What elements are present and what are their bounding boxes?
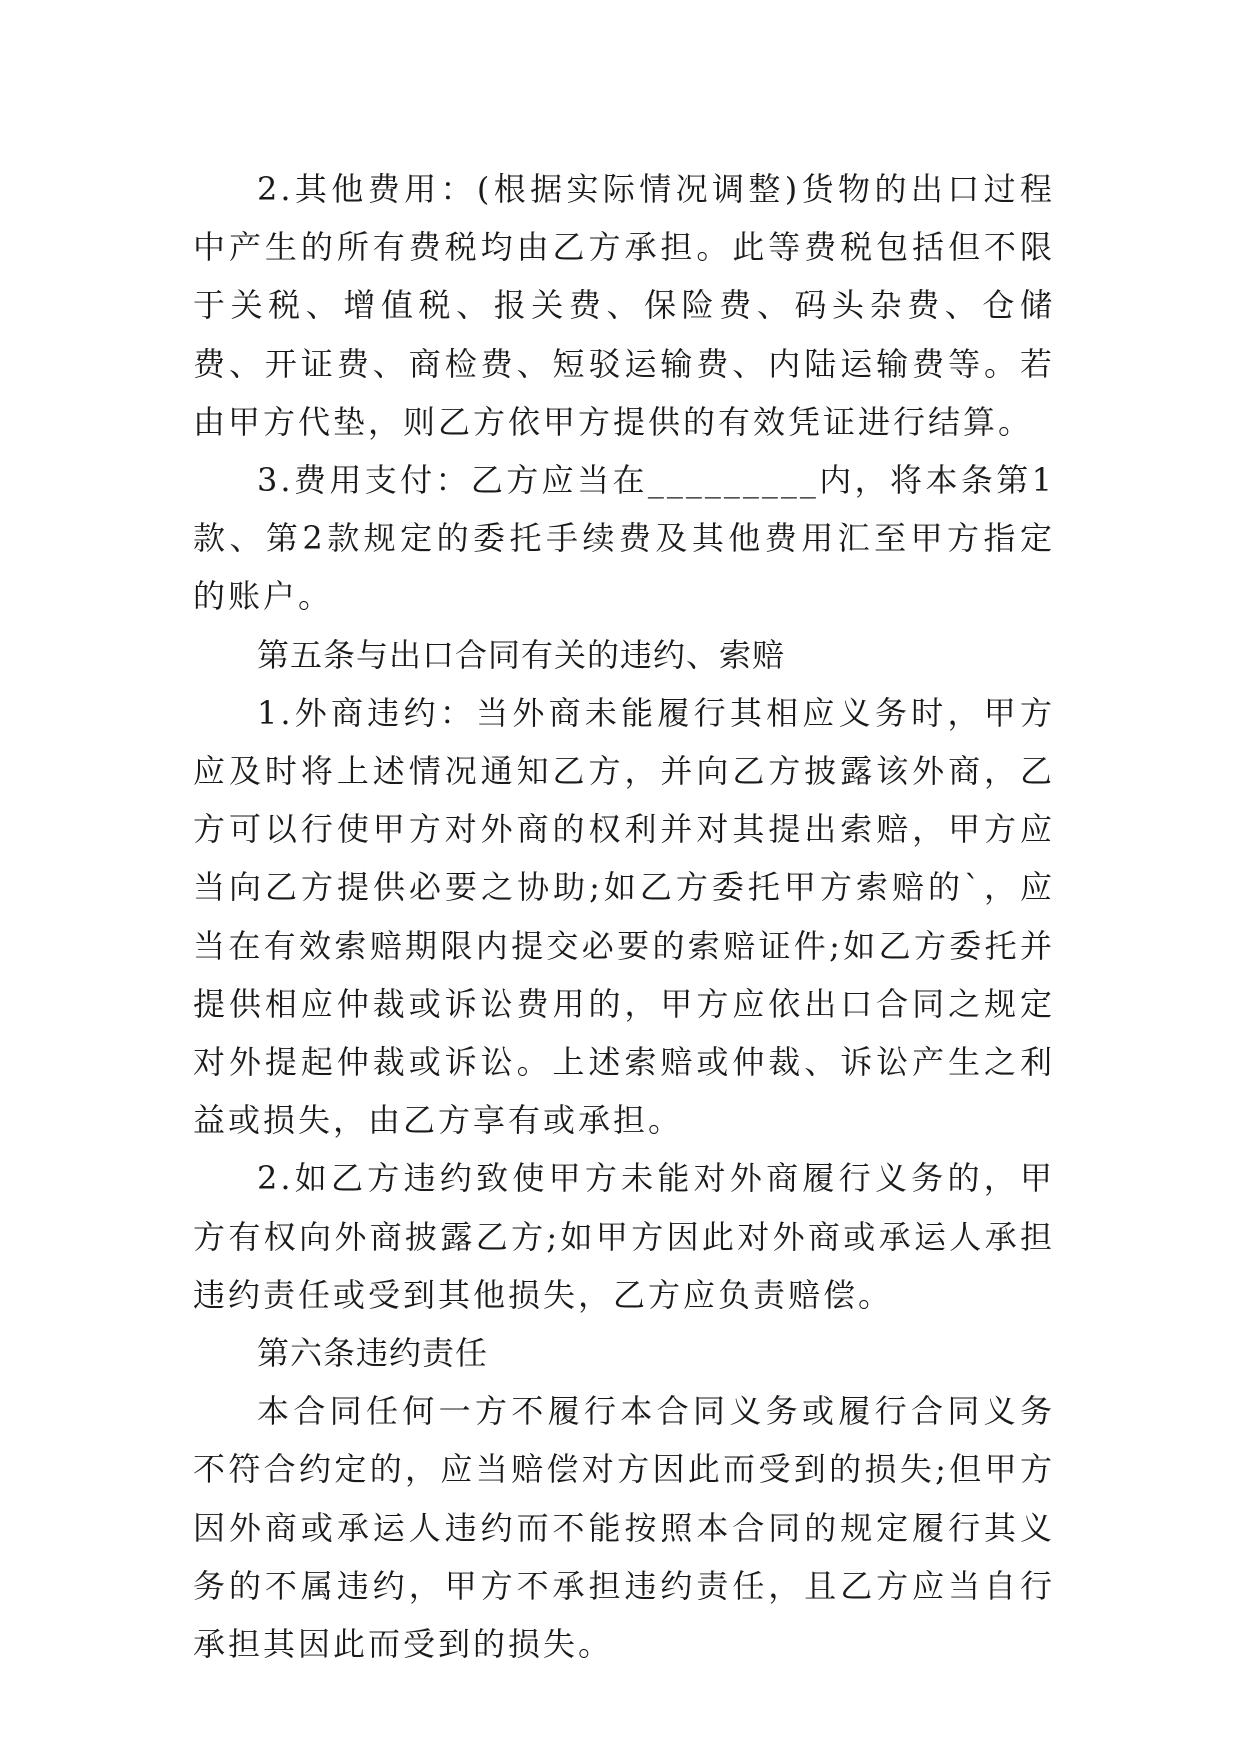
paragraph-other-fees: 2.其他费用：(根据实际情况调整)货物的出口过程中产生的所有费税均由乙方承担。此等费税包括但不限于关税、增值税、报关费、保险费、码头杂费、仓储费、开证费、商检费、短驳运输费、内陆运输费等。若由甲方代垫，则乙方依甲方提供的有效凭证进行结算。 bbox=[193, 170, 1055, 441]
paragraph-foreign-breach: 1.外商违约：当外商未能履行其相应义务时，甲方应及时将上述情况通知乙方，并向乙方披露该外商，乙方可以行使甲方对外商的权利并对其提出索赔，甲方应当向乙方提供必要之协助;如乙方委托甲方索赔的`，应当在有效索赔期限内提交必要的索赔证件;如乙方委托并提供相应仲裁或诉讼费用的，甲方应依出口合同之规定对外提起仲裁或诉讼。上述索赔或仲裁、诉讼产生之利益或损失，由乙方享有或承担。 bbox=[193, 693, 1055, 1140]
paragraph-fee-payment: 3.费用支付：乙方应当在_________内，将本条第1款、第2款规定的委托手续费及其他费用汇至甲方指定的账户。 bbox=[193, 461, 1055, 616]
document-page bbox=[193, 160, 1055, 1673]
paragraph-liability: 本合同任何一方不履行本合同义务或履行合同义务不符合约定的，应当赔偿对方因此而受到的损失;但甲方因外商或承运人违约而不能按照本合同的规定履行其义务的不属违约，甲方不承担违约责任，且乙方应当自行承担其因此而受到的损失。 bbox=[193, 1392, 1055, 1664]
heading-article-six: 第六条违约责任 bbox=[257, 1334, 489, 1373]
heading-article-five: 第五条与出口合同有关的违约、索赔 bbox=[257, 635, 786, 674]
paragraph-party-b-breach: 2.如乙方违约致使甲方未能对外商履行义务的，甲方有权向外商披露乙方;如甲方因此对外商或承运人承担违约责任或受到其他损失，乙方应负责赔偿。 bbox=[193, 1159, 1055, 1314]
